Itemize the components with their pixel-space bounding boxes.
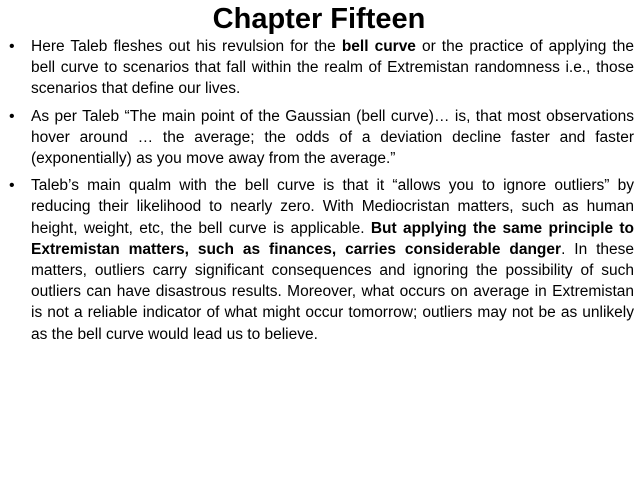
bullet-text-part: As per Taleb “The main point of the Gaussian (bell curve)… is, that most observations hover around … the average; the odds of a deviation decline faster and faster (exponentially) as you move away from the average.” bbox=[31, 107, 634, 168]
bullet-text-part: Here Taleb fleshes out his revulsion for the bbox=[31, 38, 342, 55]
bullet-text-bold: bell curve bbox=[341, 38, 416, 55]
slide-title: Chapter Fifteen bbox=[212, 3, 426, 35]
bullet-list bbox=[0, 36, 638, 351]
bullet-item bbox=[0, 36, 638, 100]
bullet-text-part: or the practice of applying the bell curve to scenarios that fall within the realm of Extremistan randomness i.e., those scenarios that define our lives. bbox=[31, 38, 634, 98]
bullet-text-bold: But applying the same principle to Extremistan matters, such as finances, carries considerable danger bbox=[31, 219, 634, 258]
bullet-text-part: . In these matters, outliers carry significant consequences and ignoring the possibility of such outliers can have disastrous results. Moreover, what occurs on average in Extremistan is not a reliable indicator of what might occur tomorrow; outliers may not be as unlikely as the bell curve would lead us to believe. bbox=[31, 240, 635, 343]
bullet-text-part: Taleb’s main qualm with the bell curve is that it “allows you to ignore outliers” by reducing their likelihood to nearly zero. With Mediocristan matters, such as human height, weight, etc, the bell curve is applicable. bbox=[31, 177, 634, 237]
bullet-dot-icon: • bbox=[9, 38, 15, 55]
bullet-dot-icon: • bbox=[9, 107, 15, 125]
bullet-dot-icon: • bbox=[9, 177, 15, 195]
bullet-item bbox=[0, 106, 638, 170]
bullet-item bbox=[0, 175, 638, 345]
